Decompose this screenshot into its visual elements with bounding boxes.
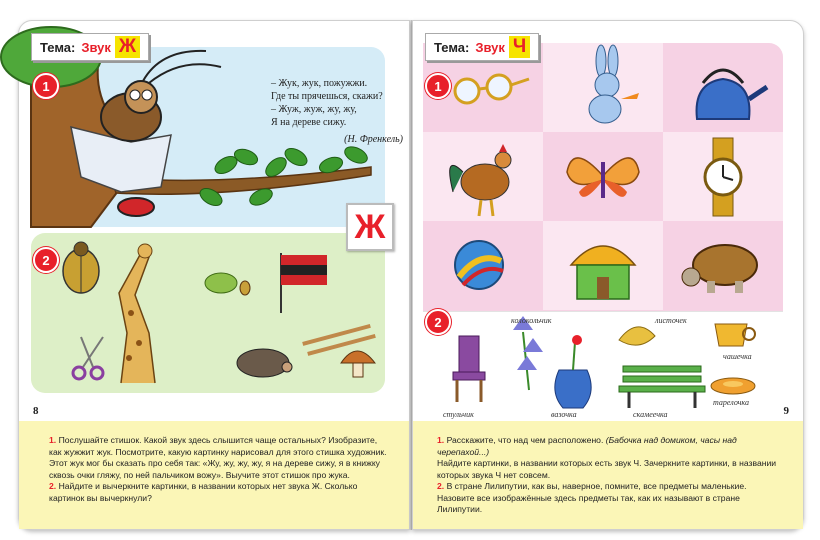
skis-picture <box>302 324 376 356</box>
bench-picture <box>619 366 705 408</box>
section-2-badge: 2 <box>425 309 451 335</box>
mushroom-picture <box>341 351 375 377</box>
task-1-number: 1. <box>49 435 57 445</box>
topic-letter: Ч <box>509 36 530 58</box>
task-1-number: 1. <box>437 435 445 445</box>
grid-cell-rooster <box>423 132 543 221</box>
poem-line: – Жук, жук, пожужжи. <box>271 78 368 89</box>
grid-cell-bunny <box>543 43 663 132</box>
section-1-badge: 1 <box>425 73 451 99</box>
grid-cell-ball <box>423 221 543 310</box>
grid-cell-house <box>543 221 663 310</box>
topic-sound: Звук <box>81 39 111 55</box>
caption-leaf: листочек <box>655 316 687 325</box>
task-1-text: Расскажите, что над чем расположено. <box>446 435 604 445</box>
left-task-text <box>49 435 389 504</box>
scissors-picture <box>73 337 103 379</box>
giraffe-picture <box>119 244 155 383</box>
poem <box>271 77 411 146</box>
grid-cell-kettle <box>663 43 783 132</box>
topic-label: Тема: <box>434 39 470 55</box>
left-task-box <box>19 421 409 529</box>
topic-label: Тема: <box>40 39 76 55</box>
cup-picture <box>715 324 755 346</box>
poem-line: Где ты прячешься, скажи? <box>271 91 383 102</box>
small-objects-illustration <box>423 312 783 424</box>
topic-letter: Ж <box>115 36 140 58</box>
caption-bench: скамеечка <box>633 410 668 419</box>
task-1-text: Послушайте стишок. Какой звук здесь слышится чаще остальных? Изобразите, как жужжит жук. Посмотрите, какую картинку нарисовал для этого стишка художник. Этот жук мог бы сказать про себя так: «Жу, жу, жу, жу, я на дереве сижу, я в книжку сквозь очки гляжу, по ней пальчиком вожу». Выучите этот стишок про жука. <box>49 435 387 480</box>
left-page <box>18 20 410 530</box>
flag-picture <box>281 253 327 313</box>
topic-header <box>425 33 539 61</box>
big-letter-zh: Ж <box>346 203 394 251</box>
pictures-panel <box>31 233 385 393</box>
section-2-badge: 2 <box>33 247 59 273</box>
small-objects-panel <box>423 311 783 424</box>
grid-cell-watch <box>663 132 783 221</box>
poem-line: Я на дереве сижу. <box>271 117 347 128</box>
chair-picture <box>453 336 485 402</box>
topic-sound: Звук <box>475 39 505 55</box>
caption-plate: тарелочка <box>713 398 749 407</box>
rooster-picture <box>423 132 543 221</box>
leaf-picture <box>619 327 655 345</box>
task-2-number: 2. <box>437 481 445 491</box>
plate-picture <box>711 378 755 394</box>
butterfly-picture <box>543 132 663 221</box>
caption-vase: вазочка <box>551 410 577 419</box>
pictures-illustration <box>31 233 385 393</box>
ball-picture <box>423 221 543 310</box>
beetle-picture <box>63 242 99 293</box>
right-task-box <box>413 421 803 529</box>
topic-header <box>31 33 149 61</box>
bell-flower-picture <box>513 316 543 390</box>
turtle-picture <box>663 221 783 310</box>
grid-cell-butterfly <box>543 132 663 221</box>
section-1-badge: 1 <box>33 73 59 99</box>
vase-picture <box>555 335 591 408</box>
kettle-picture <box>663 43 783 132</box>
bunny-picture <box>543 43 663 132</box>
watch-picture <box>663 132 783 221</box>
task-1-text-2: Найдите картинки, в названии которых есть звук Ч. Зачеркните картинки, в названии которых звука Ч нет совсем. <box>437 458 777 480</box>
right-page <box>412 20 804 530</box>
poem-illustration-panel <box>31 47 403 227</box>
oak-leaf-picture <box>205 273 250 295</box>
page-number-right: 9 <box>783 405 789 417</box>
caption-bell: колокольчик <box>511 316 552 325</box>
caption-cup: чашечка <box>723 352 752 361</box>
poem-line: – Жуж, жуж, жу, жу, <box>271 104 357 115</box>
grid-cell-turtle <box>663 221 783 310</box>
picture-grid <box>423 43 783 311</box>
task-2-text: В стране Лилипутии, как вы, наверное, помните, все предметы маленькие. Назовите все изображённые здесь предметы так, как их называют в стране Лилипутии. <box>437 481 747 514</box>
page-number-left: 8 <box>33 405 39 417</box>
task-2-number: 2. <box>49 481 57 491</box>
task-1-hint: (Бабочка над домиком, часы над черепахой...) <box>437 435 737 457</box>
poem-author: (Н. Френкель) <box>344 134 403 145</box>
house-picture <box>543 221 663 310</box>
caption-chair: стульчик <box>443 410 474 419</box>
task-2-text: Найдите и вычеркните картинки, в названии которых нет звука Ж. Сколько картинок вы вычеркнули? <box>49 481 358 503</box>
right-task-text <box>437 435 777 516</box>
hedgehog-picture <box>237 349 292 377</box>
